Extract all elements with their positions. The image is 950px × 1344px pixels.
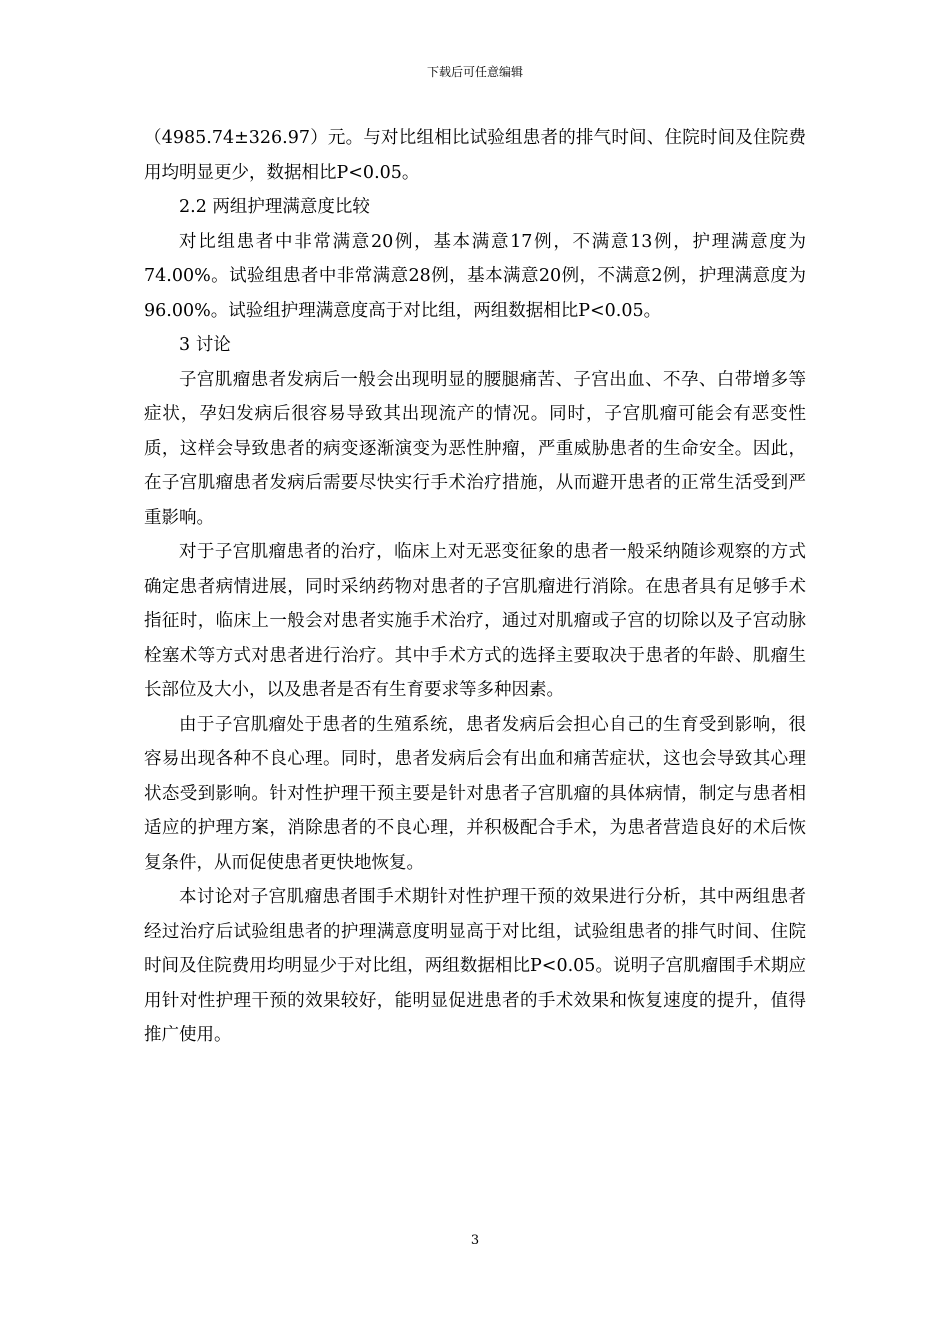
paragraph-discussion-2: 对于子宫肌瘤患者的治疗，临床上对无恶变征象的患者一般采纳随诊观察的方式确定患者病情进展，同时采纳药物对患者的子宫肌瘤进行消除。在患者具有足够手术指征时，临床上一般会对患者实施手术治疗，通过对肌瘤或子宫的切除以及子宫动脉栓塞术等方式对患者进行治疗。其中手术方式的选择主要取决于患者的年龄、肌瘤生长部位及大小，以及患者是否有生育要求等多种因素。 xyxy=(144,542,806,700)
page-header: 下载后可任意编辑 xyxy=(426,65,523,79)
section-heading-3: 3 讨论 xyxy=(179,335,231,355)
paragraph-continuation: （4985.74±326.97）元。与对比组相比试验组患者的排气时间、住院时间及住院费用均明显更少，数据相比P<0.05。 xyxy=(144,128,806,183)
paragraph-satisfaction: 对比组患者中非常满意20例，基本满意17例，不满意13例，护理满意度为74.00%。试验组患者中非常满意28例，基本满意20例，不满意2例，护理满意度为96.00%。试验组护理满意度高于对比组，两组数据相比P<0.05。 xyxy=(144,231,806,321)
paragraph-discussion-1: 子宫肌瘤患者发病后一般会出现明显的腰腿痛苦、子宫出血、不孕、白带增多等症状，孕妇发病后很容易导致其出现流产的情况。同时，子宫肌瘤可能会有恶变性质，这样会导致患者的病变逐渐演变为恶性肿瘤，严重威胁患者的生命安全。因此，在子宫肌瘤患者发病后需要尽快实行手术治疗措施，从而避开患者的正常生活受到严重影响。 xyxy=(144,369,806,528)
section-heading-2-2: 2.2 两组护理满意度比较 xyxy=(179,197,370,217)
paragraph-discussion-3: 由于子宫肌瘤处于患者的生殖系统，患者发病后会担心自己的生育受到影响，很容易出现各种不良心理。同时，患者发病后会有出血和痛苦症状，这也会导致其心理状态受到影响。针对性护理干预主要是针对患者子宫肌瘤的具体病情，制定与患者相适应的护理方案，消除患者的不良心理，并积极配合手术，为患者营造良好的术后恢复条件，从而促使患者更快地恢复。 xyxy=(144,714,806,873)
document-body xyxy=(144,121,806,1053)
paragraph-discussion-4: 本讨论对子宫肌瘤患者围手术期针对性护理干预的效果进行分析，其中两组患者经过治疗后试验组患者的护理满意度明显高于对比组，试验组患者的排气时间、住院时间及住院费用均明显少于对比组，两组数据相比P<0.05。说明子宫肌瘤围手术期应用针对性护理干预的效果较好，能明显促进患者的手术效果和恢复速度的提升，值得推广使用。 xyxy=(144,887,806,1045)
page-number: 3 xyxy=(470,1233,480,1248)
